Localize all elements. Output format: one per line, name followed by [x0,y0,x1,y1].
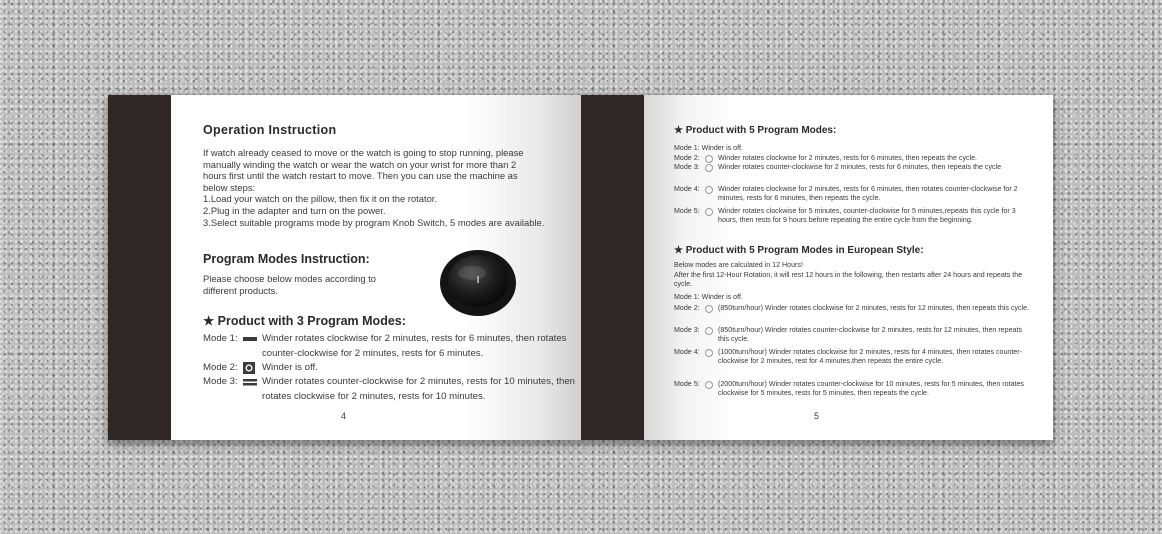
eu-intro-line [674,261,1030,271]
mode-label: Mode 2: [674,153,700,162]
mode-label: Mode 5: [674,207,700,215]
eu-intro-line [674,271,1030,291]
circle-icon [243,362,255,374]
mode-row [674,380,1030,400]
manual-spread [108,95,1053,440]
mode-label: Mode 2: [203,362,238,373]
mode-label: Mode 3: [203,376,238,387]
mode-row [674,293,1030,303]
description-line: different products. [203,284,278,296]
intro-text: Below modes are calculated in 12 Hours! [674,261,803,269]
mode-text: Winder is off. [262,362,318,373]
mode-row [674,163,1030,183]
page-5 [644,95,1053,440]
five-modes-title: ★ Product with 5 Program Modes: [674,125,837,136]
mode-label: Mode 4: [674,185,700,193]
mode-text: Winder rotates counter-clockwise for 2 minutes, rests for 6 minutes, then repeats the cycle [718,163,1002,171]
mode-row [674,304,1030,324]
circle-icon [705,155,713,163]
double-dash-icon [242,378,258,386]
operation-step: 1.Load your watch on the pillow, then fix it on the rotator. [203,193,437,205]
operation-instruction-title: Operation Instruction [203,123,337,137]
center-dark-band [581,95,644,440]
mode-label: Mode 3: [674,163,700,171]
mode-row [674,348,1030,378]
program-modes-description [203,273,413,296]
operation-line: hours first until the watch restart to move. Then you can use the machine as [203,170,518,182]
mode-row [674,154,1030,164]
operation-step: 2.Plug in the adapter and turn on the power. [203,204,386,216]
operation-instruction-body [203,147,563,228]
mode-text: Winder rotates clockwise for 5 minutes, counter-clockwise for 5 minutes,repeats this cycle for 3 hours, then rests for 9 hours before repeating the entire cycle from the beginning. [718,207,1016,225]
circle-icon [705,208,713,216]
mode-row [203,375,581,405]
knob-switch-photo [438,247,518,317]
mode-text: Winder rotates clockwise for 2 minutes, rests for 6 minutes, then rotates counter-clockwise for 2 minutes, rests for 6 minutes, then repeats the cycle. [718,185,1018,203]
program-modes-title: Program Modes Instruction: [203,252,370,266]
mode-label: Mode 1: Winder is off. [674,144,743,152]
mode-row [674,207,1030,237]
description-line: Please choose below modes according to [203,273,377,284]
circle-icon [705,349,713,357]
mode-text: Winder rotates clockwise for 2 minutes, rests for 6 minutes, then repeats the cycle. [718,153,978,162]
mode-text: (850turn/hour) Winder rotates clockwise for 2 minutes, rests for 12 minutes, then repeats this cycle. [718,304,1030,312]
mode-label: Mode 3: [674,326,700,334]
page-number: 4 [341,411,347,421]
three-modes-title: ★ Product with 3 Program Modes: [203,314,406,328]
dash-icon [242,335,258,343]
intro-text: After the first 12-Hour Rotation, it will rest 12 hours in the following, then restarts after 24 hours and repeats the cycle. [674,270,1023,288]
operation-line: manually winding the watch or wear the watch on your wrist for more than 2 [203,158,517,170]
mode-text: (2000turn/hour) Winder rotates counter-clockwise for 10 minutes, rests for 5 minutes, then rotates clockwise for 5 minutes, rests for 5 minutes, then repeats the cycle. [718,380,1024,398]
page-4 [171,95,581,440]
mode-label: Mode 2: [674,304,700,312]
page-number: 5 [814,411,820,421]
mode-text: (850turn/hour) Winder rotates counter-clockwise for 2 minutes, rests for 12 minutes, then repeats this cycle. [718,326,1022,344]
operation-line: If watch already ceased to move or the watch is going to stop running, please [203,147,524,158]
circle-icon [705,164,713,172]
mode-row [674,144,1030,154]
mode-label: Mode 1: [203,333,238,344]
mode-text: Winder rotates clockwise for 2 minutes, rests for 6 minutes, then rotates counter-clockwise for 2 minutes, rests for 6 minutes. [262,333,567,359]
eu-modes-title: ★ Product with 5 Program Modes in European Style: [674,245,924,256]
circle-icon [705,305,713,313]
circle-icon [705,381,713,389]
mode-label: Mode 4: [674,348,700,356]
operation-step: 3.Select suitable programs mode by program Knob Switch, 5 modes are available. [203,216,545,228]
mode-label: Mode 1: Winder is off. [674,293,743,301]
circle-icon [705,327,713,335]
circle-icon [705,186,713,194]
mode-row [203,332,581,362]
mode-row [674,326,1030,346]
mode-text: Winder rotates counter-clockwise for 2 minutes, rests for 10 minutes, then rotates clockwise for 2 minutes, rests for 10 minutes. [262,376,575,402]
mode-row [674,185,1030,205]
left-dark-band [108,95,171,440]
mode-text: (1000turn/hour) Winder rotates clockwise for 2 minutes, rests for 4 minutes, then rotates counter-clockwise for 2 minutes, rest for 4 minutes,then repeats the entire cycle. [718,348,1022,366]
operation-line: below steps: [203,181,256,193]
mode-label: Mode 5: [674,380,700,388]
